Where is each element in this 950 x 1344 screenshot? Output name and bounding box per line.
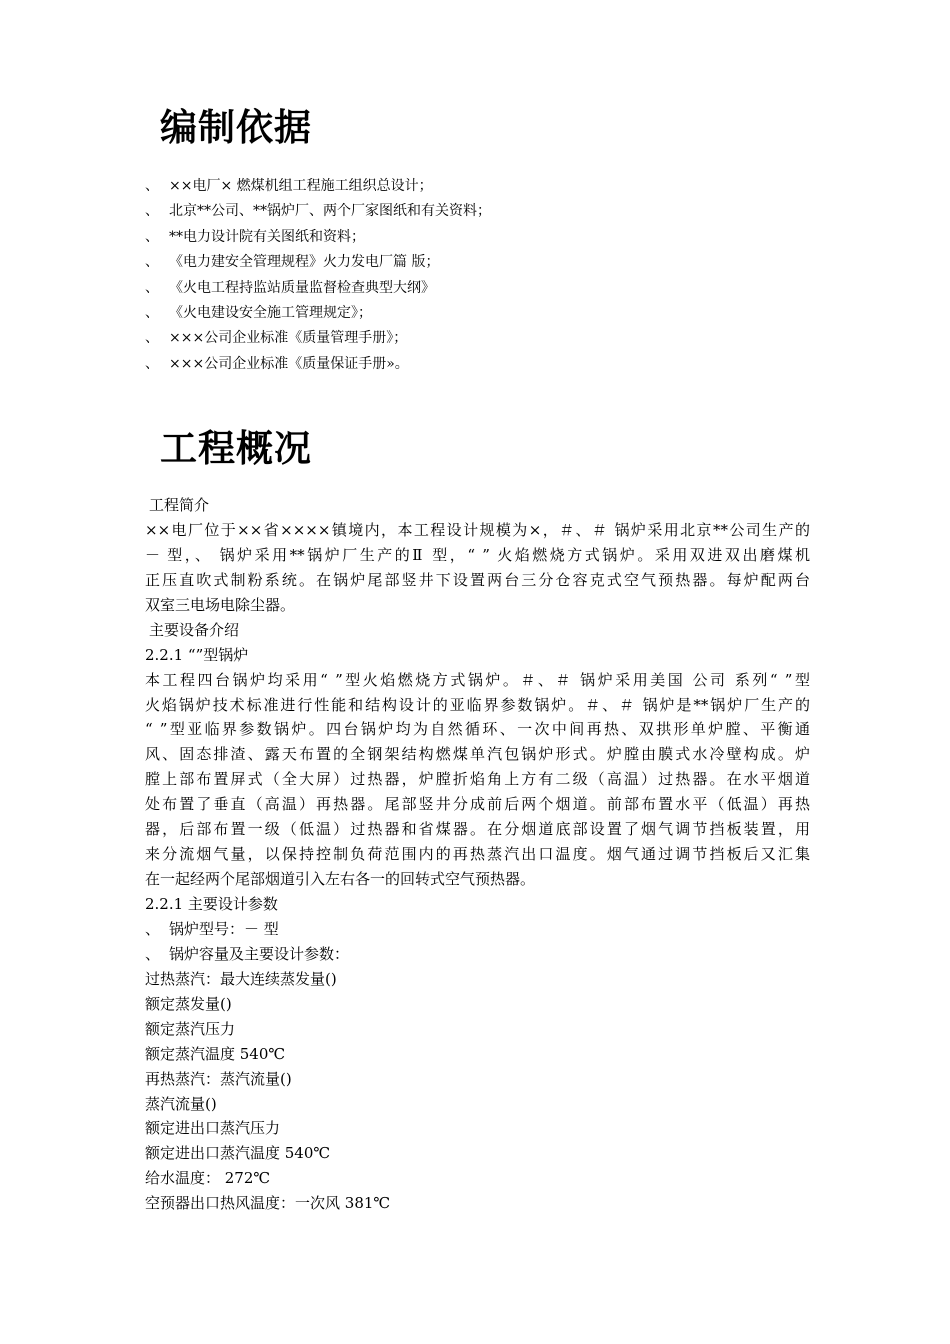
list-bullet: 、 bbox=[145, 228, 159, 245]
paragraph-line: ××电厂位于××省××××镇境内，本工程设计规模为×，＃、＃ 锅炉采用北京**公司生产的 bbox=[145, 520, 810, 539]
subsection-heading: 2.2.1 “”型锅炉 bbox=[145, 645, 249, 664]
list-item-text: ×××公司企业标准《质量管理手册》； bbox=[169, 330, 408, 347]
paragraph-line: “ ”型亚临界参数锅炉。四台锅炉均为自然循环、一次中间再热、双拱形单炉膛、平衡通 bbox=[145, 720, 810, 739]
list-item bbox=[145, 199, 825, 224]
list-item-text: ××电厂× 燃煤机组工程施工组织总设计； bbox=[169, 178, 433, 194]
paragraph-line: 器，后部布置一级（低温）过热器和省煤器。在分烟道底部设置了烟气调节挡板装置，用 bbox=[145, 820, 810, 839]
paragraph-line: 本工程四台锅炉均采用“ ”型火焰燃烧方式锅炉。＃、＃ 锅炉采用美国 公司 系列“ ”型 bbox=[145, 670, 810, 689]
list-item-text: 锅炉型号：－ 型 bbox=[169, 919, 279, 938]
paragraph-line: 双室三电场电除尘器。 bbox=[145, 595, 296, 614]
paragraph-line: 风、固态排渣、露天布置的全钢架结构燃煤单汽包锅炉形式。炉膛由膜式水冷壁构成。炉 bbox=[145, 745, 810, 764]
parameter-line: 空预器出口热风温度：一次风 381℃ bbox=[145, 1194, 391, 1213]
paragraph-line: 处布置了垂直（高温）再热器。尾部竖井分成前后两个烟道。前部布置水平（低温）再热 bbox=[145, 795, 810, 814]
parameter-line: 额定蒸发量() bbox=[145, 994, 232, 1013]
list-item bbox=[145, 352, 825, 377]
list-item bbox=[145, 174, 825, 199]
list-item bbox=[145, 917, 810, 942]
list-item bbox=[145, 276, 825, 301]
section-heading: 工程概况 bbox=[160, 427, 312, 470]
list-item bbox=[145, 301, 825, 326]
list-bullet: 、 bbox=[145, 254, 159, 271]
overview-body bbox=[145, 493, 810, 1216]
parameter-line: 再热蒸汽：蒸汽流量() bbox=[145, 1069, 292, 1088]
parameter-line: 额定进出口蒸汽压力 bbox=[145, 1119, 281, 1138]
parameter-line: 过热蒸汽：最大连续蒸发量() bbox=[145, 969, 337, 988]
parameter-line: 额定进出口蒸汽温度 540℃ bbox=[145, 1144, 331, 1163]
list-item-text: 北京**公司、**锅炉厂、两个厂家图纸和有关资料； bbox=[169, 203, 491, 220]
list-item-text: ×××公司企业标准《质量保证手册»。 bbox=[169, 355, 409, 372]
parameter-line: 额定蒸汽压力 bbox=[145, 1019, 236, 1038]
list-item-text: 《火电建设安全施工管理规定》； bbox=[169, 304, 372, 321]
list-bullet: 、 bbox=[145, 203, 159, 220]
list-item bbox=[145, 326, 825, 351]
list-item bbox=[145, 225, 825, 250]
paragraph-line: 火焰锅炉技术标准进行性能和结构设计的亚临界参数锅炉。＃、＃ 锅炉是**锅炉厂生产的 bbox=[145, 695, 810, 714]
subsection-title: 主要设备介绍 bbox=[149, 620, 240, 639]
paragraph-line: 膛上部布置屏式（全大屏）过热器，炉膛折焰角上方有二级（高温）过热器。在水平烟道 bbox=[145, 770, 810, 789]
list-bullet: 、 bbox=[145, 178, 159, 194]
list-item-text: 《火电工程持监站质量监督检查典型大纲》 bbox=[169, 279, 435, 296]
paragraph-line: 正压直吹式制粉系统。在锅炉尾部竖井下设置两台三分仓容克式空气预热器。每炉配两台 bbox=[145, 570, 810, 589]
parameter-line: 给水温度： 272℃ bbox=[145, 1169, 271, 1188]
list-bullet: 、 bbox=[145, 330, 159, 347]
list-bullet: 、 bbox=[145, 944, 161, 963]
list-bullet: 、 bbox=[145, 304, 159, 321]
paragraph-line: 来分流烟气量，以保持控制负荷范围内的再热蒸汽出口温度。烟气通过调节挡板后又汇集 bbox=[145, 845, 810, 864]
parameter-line: 蒸汽流量() bbox=[145, 1094, 217, 1113]
list-item-text: 《电力建安全管理规程》火力发电厂篇 版； bbox=[169, 254, 440, 271]
list-item-text: **电力设计院有关图纸和资料； bbox=[169, 228, 365, 245]
list-item-text: 锅炉容量及主要设计参数： bbox=[169, 944, 350, 963]
paragraph-line: － 型，、 锅炉采用**锅炉厂生产的Ⅱ 型，“ ” 火焰燃烧方式锅炉。采用双进双出磨煤机 bbox=[145, 545, 810, 564]
paragraph-line: 在一起经两个尾部烟道引入左右各一的回转式空气预热器。 bbox=[145, 870, 536, 889]
subsection-title: 工程简介 bbox=[149, 496, 210, 514]
subsection-heading: 2.2.1 主要设计参数 bbox=[145, 895, 278, 913]
list-bullet: 、 bbox=[145, 355, 159, 372]
list-item bbox=[145, 250, 825, 275]
list-bullet: 、 bbox=[145, 919, 161, 938]
parameter-line: 额定蒸汽温度 540℃ bbox=[145, 1044, 286, 1063]
section-heading: 编制依据 bbox=[160, 106, 312, 149]
basis-list bbox=[145, 174, 825, 377]
list-bullet: 、 bbox=[145, 279, 159, 296]
list-item bbox=[145, 942, 810, 967]
